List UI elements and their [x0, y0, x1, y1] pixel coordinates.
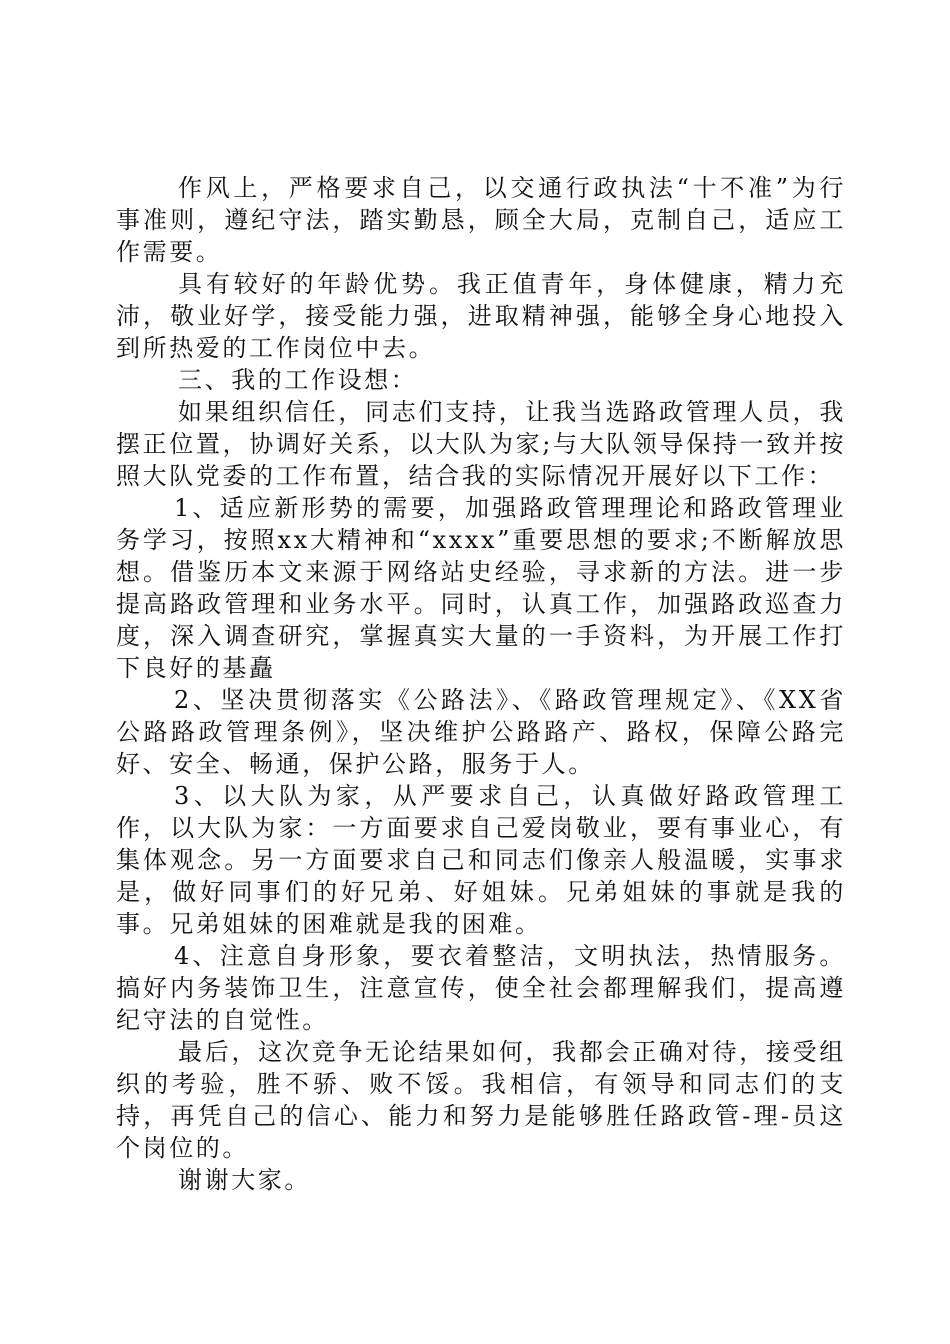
- paragraph-item-3: 3、以大队为家，从严要求自己，认真做好路政管理工作，以大队为家：一方面要求自己爱岗敬业，要有事业心，有集体观念。另一方面要求自己和同志们像亲人般温暖，实事求是，做好同事们的好兄弟、好姐妹。兄弟姐妹的事就是我的事。兄弟姐妹的困难就是我的困难。: [116, 782, 846, 938]
- paragraph-work-style: 作风上，严格要求自己，以交通行政执法“十不准”为行事准则，遵纪守法，踏实勤恳，顾全大局，克制自己，适应工作需要。: [116, 174, 846, 266]
- document-body: [116, 172, 846, 1196]
- paragraph-age-advantage: 具有较好的年龄优势。我正值青年，身体健康，精力充沛，敬业好学，接受能力强，进取精神强，能够全身心地投入到所热爱的工作岗位中去。: [116, 270, 846, 362]
- paragraph-conclusion: 最后，这次竞争无论结果如何，我都会正确对待，接受组织的考验，胜不骄、败不馁。我相信，有领导和同志们的支持，再凭自己的信心、能力和努力是能够胜任路政管-理-员这个岗位的。: [116, 1038, 846, 1162]
- section-heading-work-plan: 三、我的工作设想：: [178, 366, 418, 394]
- paragraph-intro-plan: 如果组织信任，同志们支持，让我当选路政管理人员，我摆正位置，协调好关系，以大队为家;与大队领导保持一致并按照大队党委的工作布置，结合我的实际情况开展好以下工作：: [116, 398, 846, 490]
- paragraph-item-1: 1、适应新形势的需要，加强路政管理理论和路政管理业务学习，按照xx大精神和“xxxx”重要思想的要求;不断解放思想。借鉴历本文来源于网络站史经验，寻求新的方法。进一步提高路政管理和业务水平。同时，认真工作，加强路政巡查力度，深入调查研究，掌握真实大量的一手资料，为开展工作打下良好的基矗: [116, 494, 846, 682]
- paragraph-thanks: 谢谢大家。: [178, 1166, 311, 1194]
- paragraph-item-2: 2、坚决贯彻落实《公路法》、《路政管理规定》、《XX省公路路政管理条例》，坚决维护公路路产、路权，保障公路完好、安全、畅通，保护公路，服务于人。: [116, 686, 846, 778]
- paragraph-item-4: 4、注意自身形象，要衣着整洁，文明执法，热情服务。搞好内务装饰卫生，注意宣传，使全社会都理解我们，提高遵纪守法的自觉性。: [116, 942, 846, 1034]
